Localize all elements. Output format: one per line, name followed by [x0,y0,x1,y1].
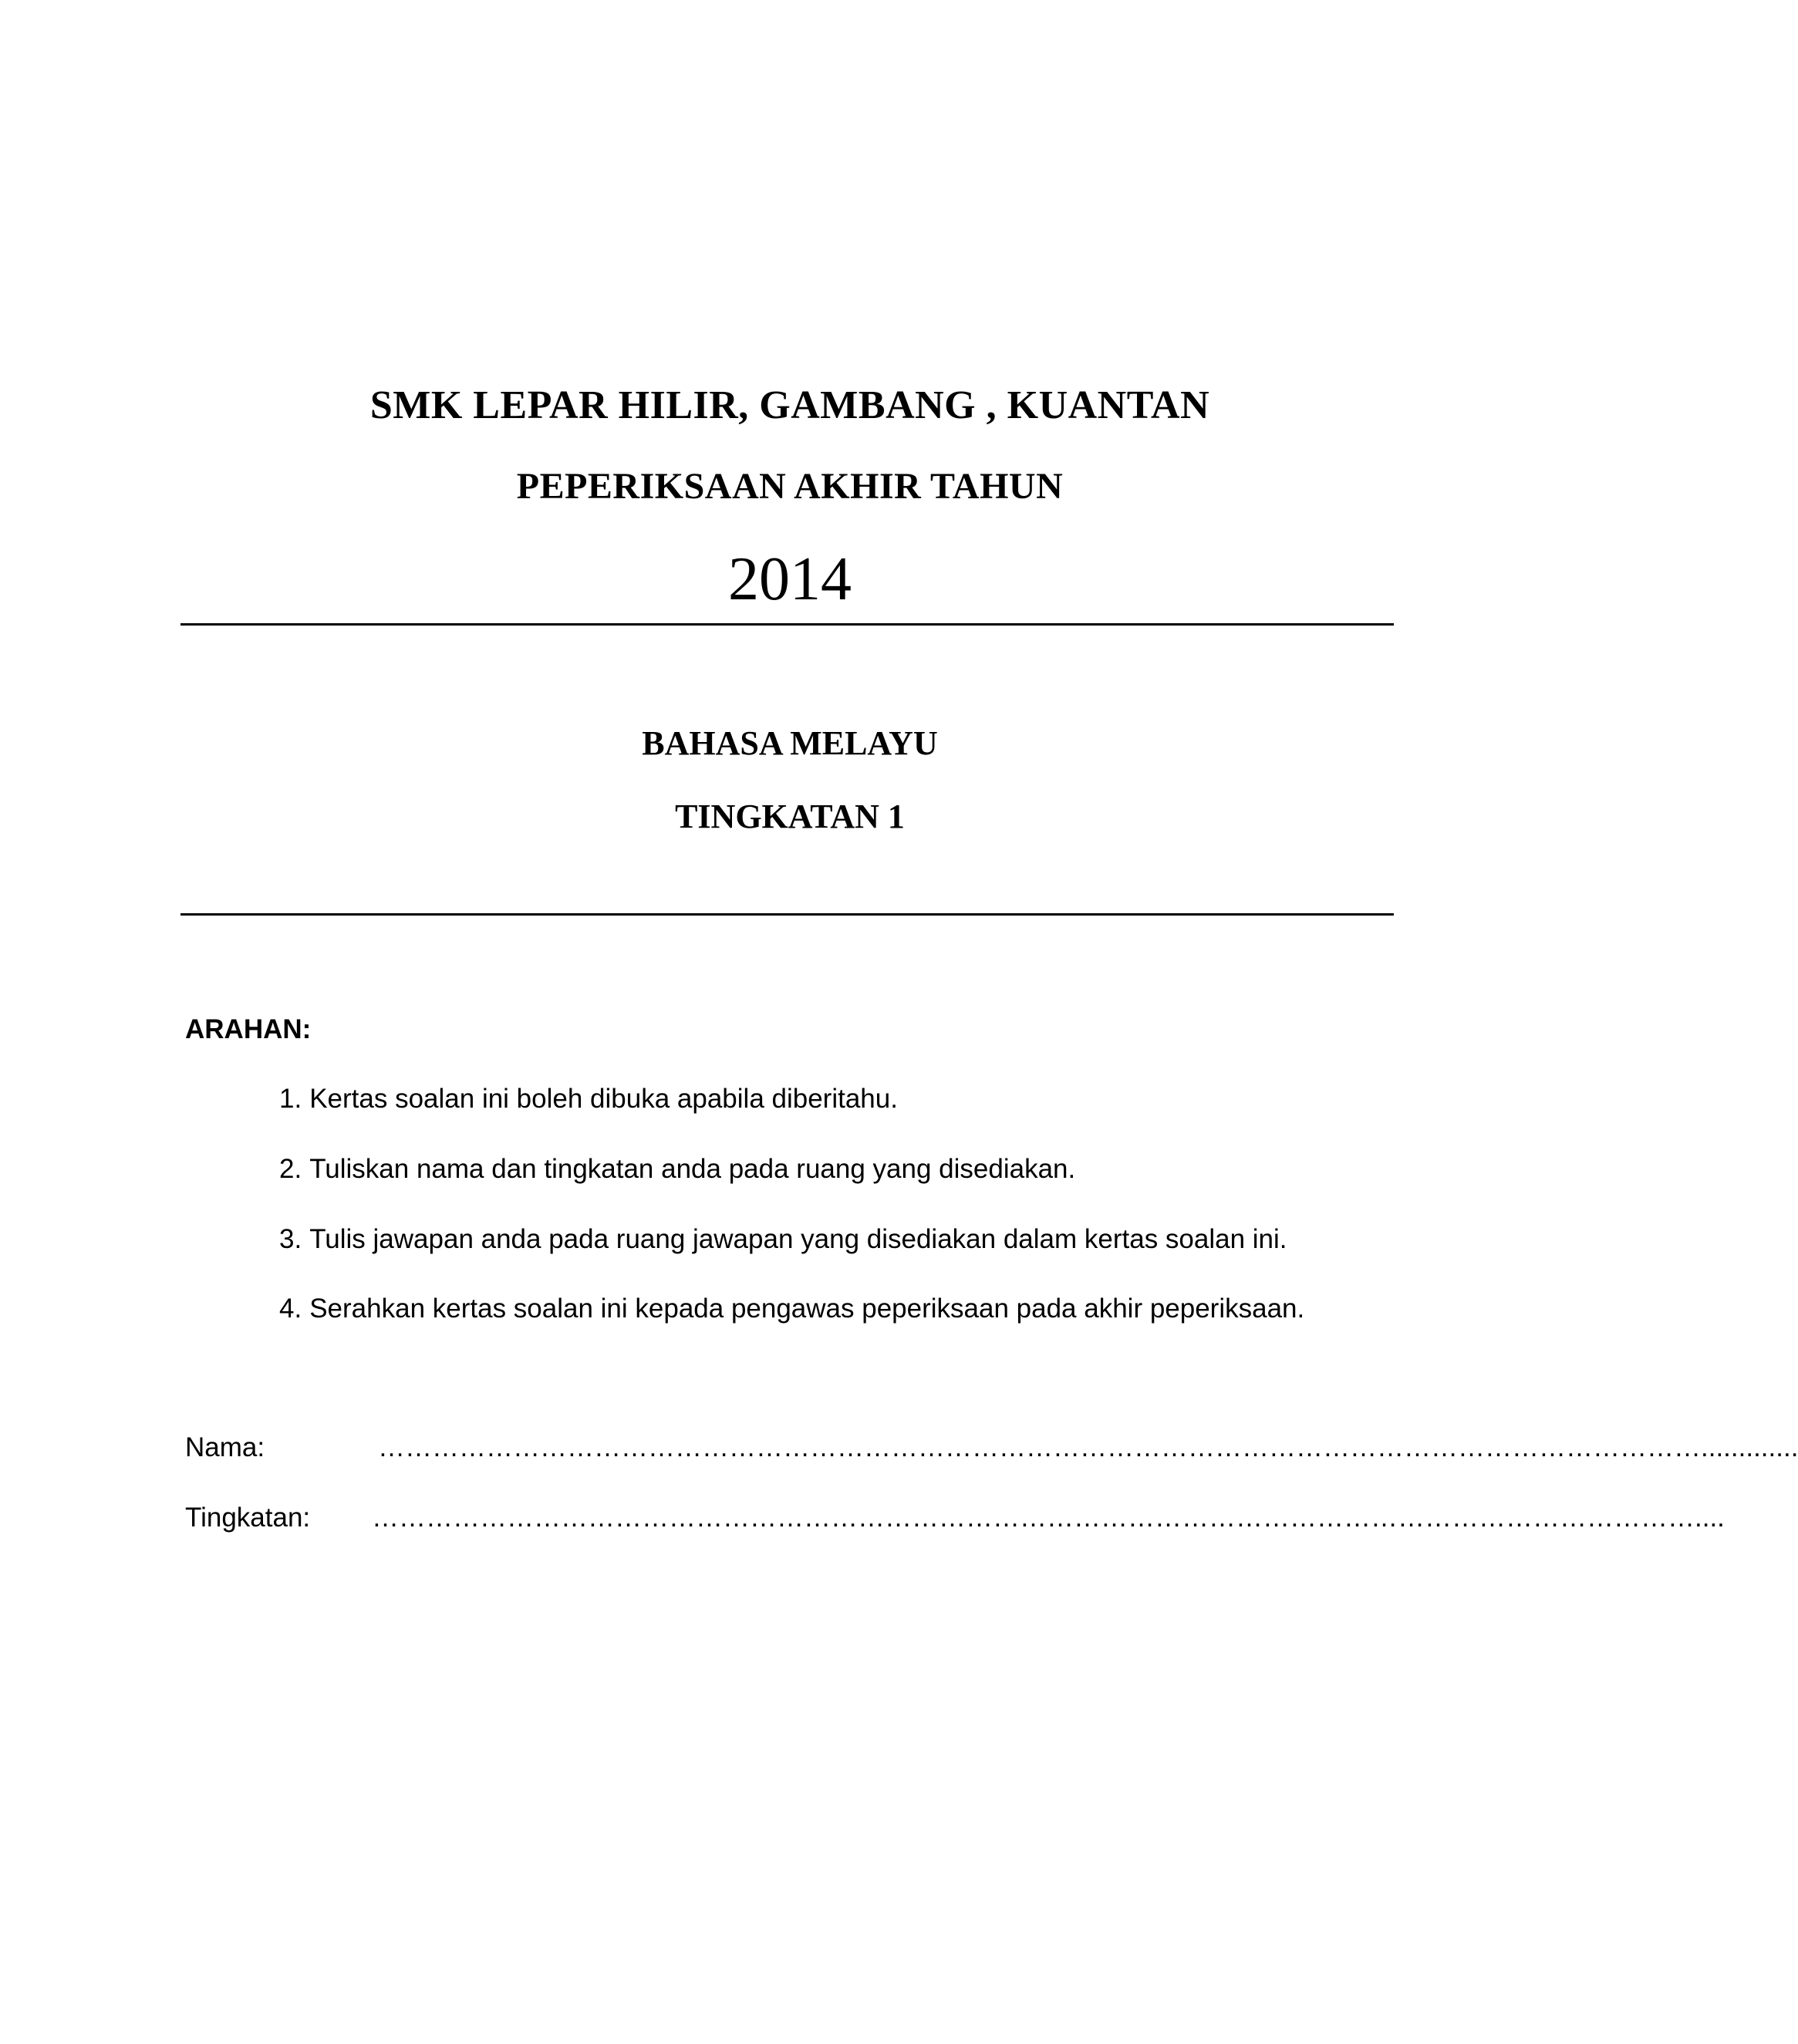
instruction-text: Kertas soalan ini boleh dibuka apabila diberitahu. [309,1084,898,1114]
instruction-item [279,1294,1304,1324]
class-field[interactable]: ………………………………………………………………………………………………………………………………….... [372,1503,1725,1533]
instruction-number: 1. [279,1084,302,1114]
form-level: TINGKATAN 1 [675,798,905,835]
name-label: Nama: [185,1432,265,1462]
top-divider [180,623,1394,626]
instructions-heading: ARAHAN: [185,1014,312,1044]
instruction-text: Tuliskan nama dan tingkatan anda pada ruang yang disediakan. [309,1154,1076,1184]
subject-title: BAHASA MELAYU [642,724,938,762]
school-name: SMK LEPAR HILIR, GAMBANG , KUANTAN [369,383,1210,427]
instruction-text: Serahkan kertas soalan ini kepada pengawas peperiksaan pada akhir peperiksaan. [309,1294,1305,1324]
instruction-number: 3. [279,1224,302,1254]
instruction-number: 4. [279,1294,302,1324]
class-label: Tingkatan: [185,1503,311,1533]
name-field[interactable]: …………………………………………………………………………………………………………………………………............. [378,1432,1798,1462]
instruction-text: Tulis jawapan anda pada ruang jawapan yang disediakan dalam kertas soalan ini. [309,1224,1287,1254]
exam-year: 2014 [728,545,852,613]
instruction-item [279,1154,1075,1185]
instruction-number: 2. [279,1154,302,1184]
instruction-item [279,1084,898,1115]
bottom-divider [180,913,1394,916]
instruction-item [279,1224,1287,1255]
exam-name: PEPERIKSAAN AKHIR TAHUN [516,466,1064,507]
